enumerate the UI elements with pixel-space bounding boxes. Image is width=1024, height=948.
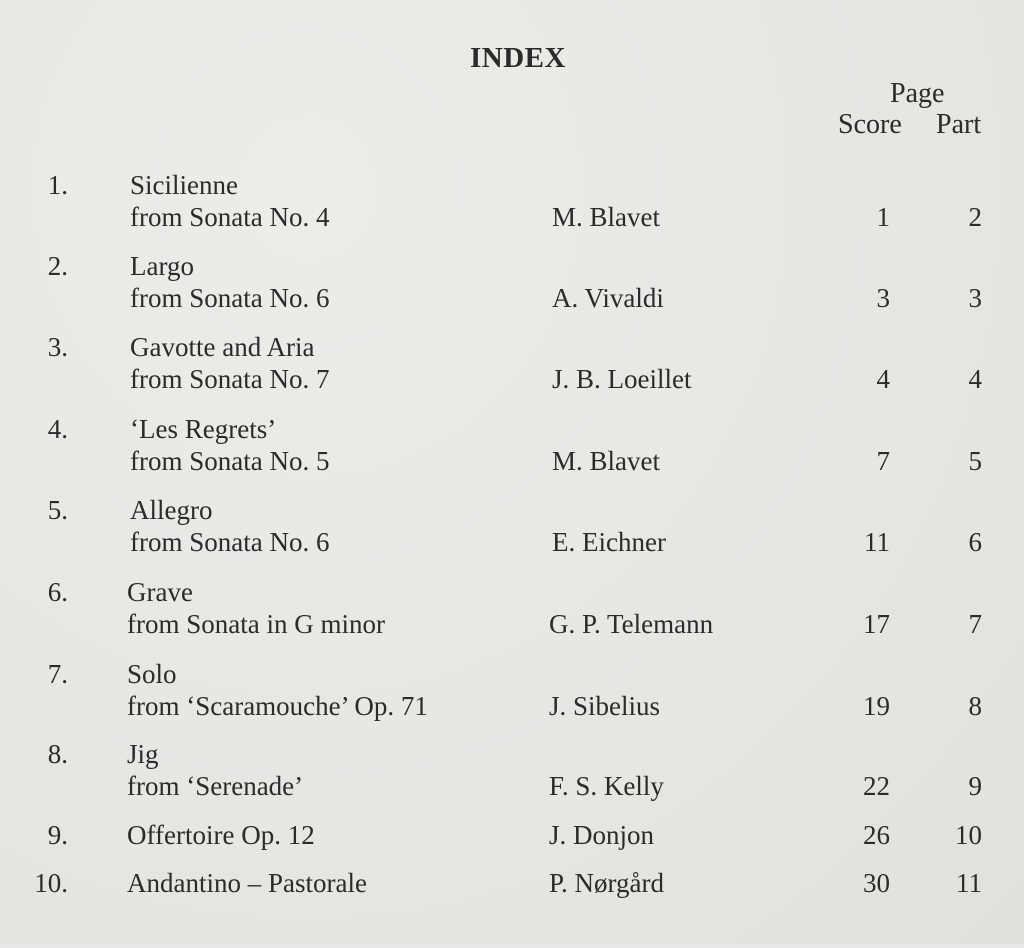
- entry-score-page: 11: [864, 527, 890, 557]
- entry-composer: J. B. Loeillet: [552, 364, 692, 394]
- entry-score-page: 17: [863, 609, 890, 639]
- entry-score-page: 30: [863, 868, 890, 898]
- entry-composer: M. Blavet: [552, 446, 660, 476]
- index-entry: [0, 495, 1024, 575]
- entry-number: 7.: [47, 659, 68, 689]
- column-header-page: Page: [890, 78, 945, 109]
- entry-score-page: 19: [863, 691, 890, 721]
- entry-title: Grave: [127, 577, 193, 607]
- entry-part-page: 7: [968, 609, 982, 639]
- entry-title: Gavotte and Aria: [130, 332, 315, 362]
- entry-number: 2.: [47, 251, 68, 281]
- entry-part-page: 10: [955, 820, 982, 850]
- entry-title: ‘Les Regrets’: [130, 414, 277, 444]
- entry-score-page: 22: [863, 771, 890, 801]
- index-entry: [0, 251, 1024, 331]
- entry-number: 10.: [34, 868, 68, 898]
- column-header-score: Score: [838, 109, 902, 140]
- entry-score-page: 1: [876, 202, 890, 232]
- entry-number: 9.: [47, 820, 68, 850]
- entry-number: 8.: [47, 739, 68, 769]
- entry-title: Jig: [127, 739, 159, 769]
- entry-title: Andantino – Pastorale: [127, 868, 367, 898]
- entry-composer: M. Blavet: [552, 202, 660, 232]
- entry-number: 3.: [47, 332, 68, 362]
- entry-part-page: 9: [968, 771, 982, 801]
- entry-number: 4.: [47, 414, 68, 444]
- entry-part-page: 3: [968, 283, 982, 313]
- entry-title: Offertoire Op. 12: [127, 820, 315, 850]
- entry-score-page: 3: [876, 283, 890, 313]
- entry-source: from Sonata No. 6: [130, 283, 330, 313]
- index-entry: [0, 332, 1024, 412]
- entry-composer: P. Nørgård: [549, 868, 665, 898]
- entry-source: from ‘Serenade’: [127, 771, 304, 801]
- entry-composer: J. Sibelius: [549, 691, 661, 721]
- entry-source: from Sonata in G minor: [127, 609, 385, 639]
- entry-source: from Sonata No. 7: [130, 364, 330, 394]
- entry-source: from Sonata No. 5: [130, 446, 330, 476]
- entry-part-page: 5: [968, 446, 982, 476]
- entry-title: Solo: [127, 659, 177, 689]
- entry-composer: F. S. Kelly: [549, 771, 664, 801]
- entry-part-page: 2: [968, 202, 982, 232]
- entry-title: Sicilienne: [130, 170, 238, 200]
- entry-number: 5.: [47, 495, 68, 525]
- index-entry: [0, 577, 1024, 657]
- entry-score-page: 26: [863, 820, 890, 850]
- entry-composer: E. Eichner: [552, 527, 666, 557]
- entry-part-page: 8: [968, 691, 982, 721]
- entry-title: Allegro: [130, 495, 213, 525]
- entry-composer: J. Donjon: [549, 820, 655, 850]
- entry-score-page: 7: [876, 446, 890, 476]
- index-entry: [0, 739, 1024, 819]
- index-entry: [0, 659, 1024, 739]
- entry-source: from ‘Scaramouche’ Op. 71: [127, 691, 428, 721]
- entry-source: from Sonata No. 6: [130, 527, 330, 557]
- column-header-part: Part: [936, 109, 982, 140]
- index-entry: [0, 414, 1024, 494]
- entry-part-page: 4: [968, 364, 982, 394]
- page-title: INDEX: [470, 42, 566, 74]
- entry-number: 1.: [47, 170, 68, 200]
- entry-composer: A. Vivaldi: [552, 283, 664, 313]
- entry-source: from Sonata No. 4: [130, 202, 330, 232]
- entry-part-page: 6: [968, 527, 982, 557]
- entry-number: 6.: [47, 577, 68, 607]
- index-entry: [0, 868, 1024, 948]
- entry-title: Largo: [130, 251, 194, 281]
- entry-score-page: 4: [876, 364, 890, 394]
- index-entry: [0, 170, 1024, 250]
- entry-composer: G. P. Telemann: [549, 609, 714, 639]
- entry-part-page: 11: [956, 868, 982, 898]
